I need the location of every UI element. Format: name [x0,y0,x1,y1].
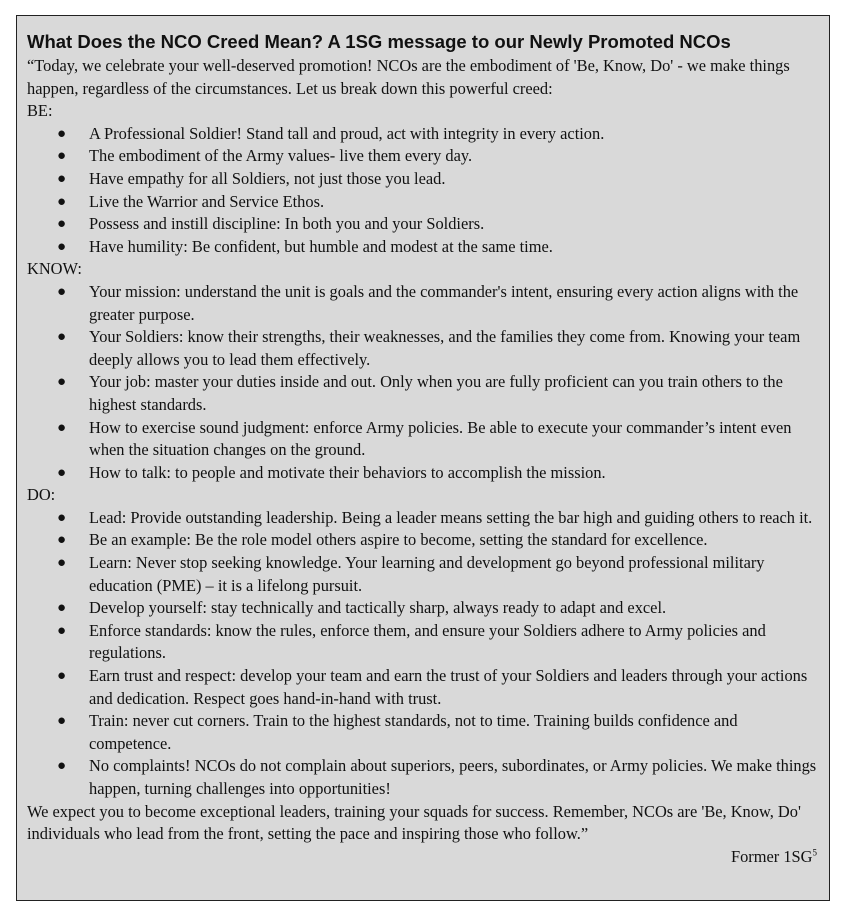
bullet-icon: ● [57,193,67,210]
closing-paragraph: We expect you to become exceptional leaders, training your squads for success. Remember, NCOs are 'Be, Know, Do' individuals who lead from the front, setting the pace and inspiring those who follow.” [27,801,801,844]
bullet-icon: ● [57,532,67,549]
list-item [27,710,819,755]
bullet-icon: ● [57,600,67,617]
bullet-icon: ● [57,238,67,255]
bullet-icon: ● [57,419,67,436]
section-heading-know: KNOW: [27,259,82,279]
list-item [27,168,819,191]
list-item-text: Develop yourself: stay technically and tactically sharp, always ready to adapt and excel. [89,598,667,618]
list-item [27,552,819,597]
bullet-icon: ● [57,216,67,233]
bullet-icon: ● [57,148,67,165]
signature-text: Former 1SG [731,846,813,866]
footnote-mark: 5 [812,847,817,858]
list-item [27,371,819,416]
list-item [27,597,819,620]
section-list-do [27,507,819,801]
list-item-text: A Professional Soldier! Stand tall and proud, act with integrity in every action. [89,123,605,143]
list-item-text: Learn: Never stop seeking knowledge. Your learning and development go beyond professional military education (PME) – it is a lifelong pursuit. [89,553,765,595]
list-item-text: Lead: Provide outstanding leadership. Being a leader means setting the bar high and guiding others to reach it. [89,507,813,527]
bullet-icon: ● [57,464,67,481]
list-item [27,213,819,236]
message-title: What Does the NCO Creed Mean? A 1SG message to our Newly Promoted NCOs [27,31,731,52]
bullet-icon: ● [57,329,67,346]
list-item-text: Your job: master your duties inside and out. Only when you are fully proficient can you train others to the highest standards. [89,372,783,414]
list-item-text: Live the Warrior and Service Ethos. [89,191,325,211]
list-item-text: Have humility: Be confident, but humble and modest at the same time. [89,236,553,256]
list-item [27,417,819,462]
list-item [27,665,819,710]
section-heading-do: DO: [27,485,56,505]
section-list-know [27,281,819,484]
list-item [27,462,819,485]
bullet-icon: ● [57,713,67,730]
list-item-text: Earn trust and respect: develop your team and earn the trust of your Soldiers and leaders through your actions and dedication. Respect goes hand-in-hand with trust. [89,666,808,708]
list-item-text: Your Soldiers: know their strengths, their weaknesses, and the families they come from. Knowing your team deeply allows you to lead them effectively. [89,327,801,369]
bullet-icon: ● [57,374,67,391]
list-item [27,529,819,552]
list-item-text: Have empathy for all Soldiers, not just those you lead. [89,168,446,188]
signature [27,846,819,869]
bullet-icon: ● [57,509,67,526]
bullet-icon: ● [57,283,67,300]
bullet-icon: ● [57,170,67,187]
list-item-text: Enforce standards: know the rules, enforce them, and ensure your Soldiers adhere to Army policies and regulations. [89,620,766,663]
bullet-icon: ● [57,622,67,639]
list-item-text: Your mission: understand the unit is goals and the commander's intent, ensuring every action aligns with the greater purpose. [89,281,799,324]
list-item-text: How to exercise sound judgment: enforce Army policies. Be able to execute your commander’s intent even when the situation changes on the ground. [89,417,792,460]
list-item [27,145,819,168]
bullet-icon: ● [57,555,67,572]
section-list-be [27,123,819,259]
list-item-text: Be an example: Be the role model others aspire to become, setting the standard for excellence. [89,530,708,550]
list-item-text: Possess and instill discipline: In both you and your Soldiers. [89,214,485,234]
list-item-text: No complaints! NCOs do not complain about superiors, peers, subordinates, or Army policies. We make things happen, turning challenges into opportunities! [89,756,817,798]
list-item [27,236,819,259]
intro-paragraph: “Today, we celebrate your well-deserved promotion! NCOs are the embodiment of 'Be, Know, Do' - we make things happen, regardless of the circumstances. Let us break down this powerful creed: [27,56,790,98]
list-item [27,620,819,665]
list-item [27,281,819,326]
bullet-icon: ● [57,758,67,775]
list-item [27,507,819,530]
creed-sections [27,100,819,800]
list-item [27,191,819,214]
list-item-text: How to talk: to people and motivate their behaviors to accomplish the mission. [89,462,606,482]
creed-message-box [16,15,830,901]
bullet-icon: ● [57,125,67,142]
list-item [27,123,819,146]
list-item [27,755,819,800]
section-heading-be: BE: [27,101,53,121]
message-body [27,55,819,868]
bullet-icon: ● [57,668,67,685]
list-item-text: Train: never cut corners. Train to the highest standards, not to time. Training builds confidence and competence. [89,711,738,753]
list-item-text: The embodiment of the Army values- live them every day. [89,146,473,166]
list-item [27,326,819,371]
